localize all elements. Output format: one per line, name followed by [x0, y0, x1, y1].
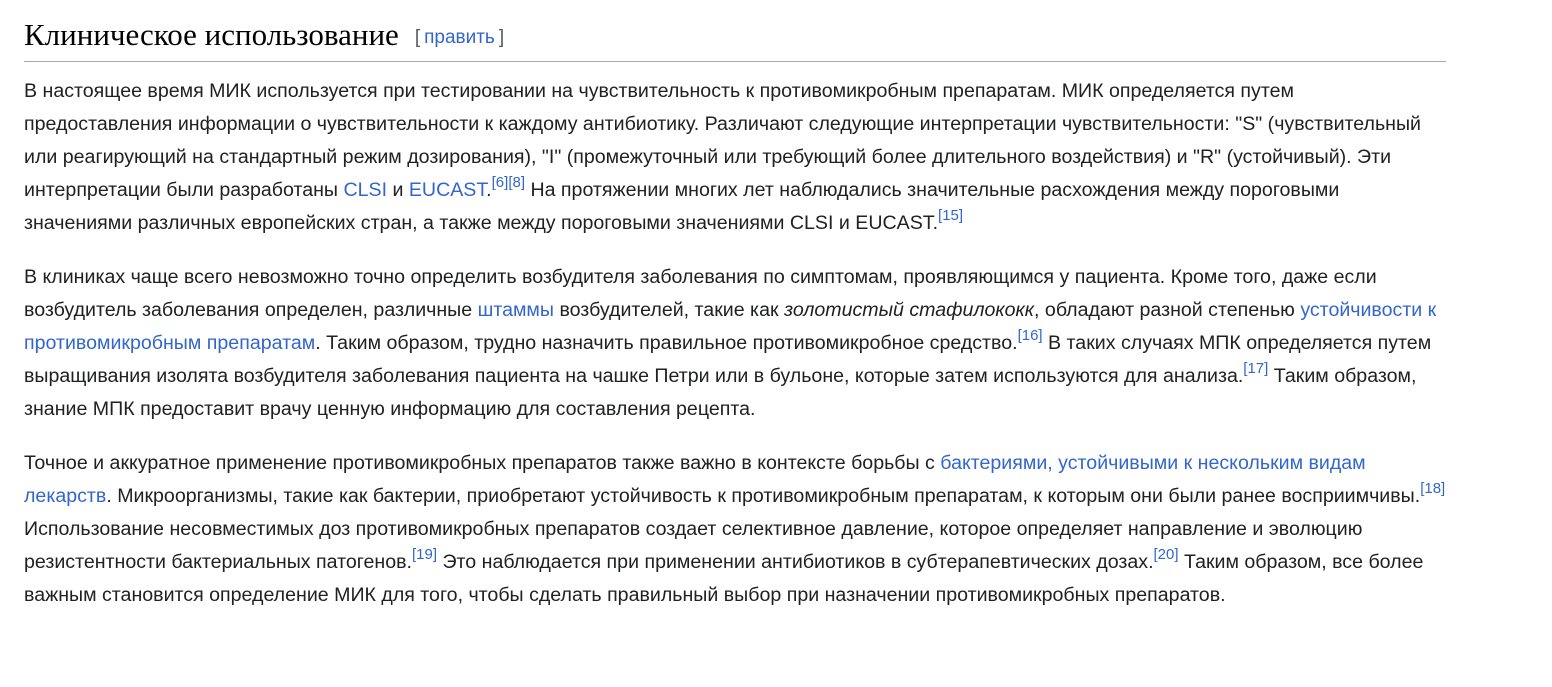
- reference-17[interactable]: [17]: [1243, 360, 1269, 377]
- text: , обладают разной степенью: [1034, 299, 1301, 321]
- text: На протяжении многих лет наблюдались значительные расхождения между пороговыми значениями различных европейских стран, а также между пороговыми значениями CLSI и EUCAST.: [24, 179, 1340, 234]
- reference-6[interactable]: [6]: [491, 174, 509, 191]
- reference-8[interactable]: [8]: [508, 174, 525, 191]
- text: . Микроорганизмы, такие как бактерии, приобретают устойчивость к противомикробным препаратам, к которым они были ранее восприимчивы.: [106, 485, 1421, 507]
- text: и: [387, 179, 409, 201]
- reference-19[interactable]: [19]: [411, 546, 437, 563]
- text: Использование несовместимых доз противомикробных препаратов создает селективное давление, которое определяет направление и эволюцию резистентности бактериальных патогенов.: [24, 518, 1363, 573]
- paragraph-2: [24, 261, 1446, 426]
- edit-bracket-open: [: [414, 27, 421, 48]
- link-eucast[interactable]: EUCAST: [408, 179, 487, 201]
- section-heading: [24, 0, 1446, 62]
- link-clsi[interactable]: CLSI: [343, 179, 388, 201]
- text: В клиниках чаще всего невозможно точно определить возбудителя заболевания по симптомам, проявляющимся у пациента. Кроме того, даже если возбудитель заболевания определен, различные: [24, 266, 1377, 321]
- italic-staphylococcus: золотистый стафилококк: [783, 299, 1035, 321]
- text: .: [486, 179, 492, 201]
- reference-16[interactable]: [16]: [1017, 327, 1043, 344]
- text: В настоящее время МИК используется при тестировании на чувствительность к противомикробным препаратам. МИК определяется путем предоставления информации о чувствительности к каждому антибиотику. Различают следующие интерпретации чувствительности: "S" (чувствительный или реагирующий на стандартный режим дозирования), "I" (промежуточный или требующий более длительного воздействия) и "R" (устойчивый). Эти интерпретации были разработаны: [24, 80, 1421, 201]
- paragraph-3: [24, 447, 1446, 612]
- link-antimicrobial-resistance[interactable]: устойчивости к противомикробным препаратам: [24, 299, 1437, 354]
- text: В таких случаях МПК определяется путем выращивания изолята возбудителя заболевания пациента на чашке Петри или в бульоне, которые затем используются для анализа.: [24, 332, 1432, 387]
- edit-bracket-close: ]: [498, 27, 505, 48]
- edit-section: [415, 27, 504, 48]
- article-content: [24, 0, 1446, 612]
- text: Точное и аккуратное применение противомикробных препаратов также важно в контексте борьбы с: [24, 452, 941, 474]
- section-title: Клиническое использование: [24, 17, 399, 52]
- text: Это наблюдается при применении антибиотиков в субтерапевтических дозах.: [437, 551, 1154, 573]
- text: . Таким образом, трудно назначить правильное противомикробное средство.: [315, 332, 1018, 354]
- link-multidrug-resistant-bacteria[interactable]: бактериями, устойчивыми к нескольким видам лекарств: [24, 452, 1366, 507]
- edit-section-link[interactable]: править: [424, 27, 495, 48]
- text: Таким образом, знание МПК предоставит врачу ценную информацию для составления рецепта.: [24, 365, 1417, 420]
- text: Таким образом, все более важным становится определение МИК для того, чтобы сделать правильный выбор при назначении противомикробных препаратов.: [24, 551, 1424, 606]
- reference-20[interactable]: [20]: [1153, 546, 1179, 563]
- reference-18[interactable]: [18]: [1420, 480, 1446, 497]
- text: возбудителей, такие как: [554, 299, 784, 321]
- link-strains[interactable]: штаммы: [477, 299, 554, 321]
- paragraph-1: [24, 75, 1446, 240]
- reference-15[interactable]: [15]: [938, 207, 964, 224]
